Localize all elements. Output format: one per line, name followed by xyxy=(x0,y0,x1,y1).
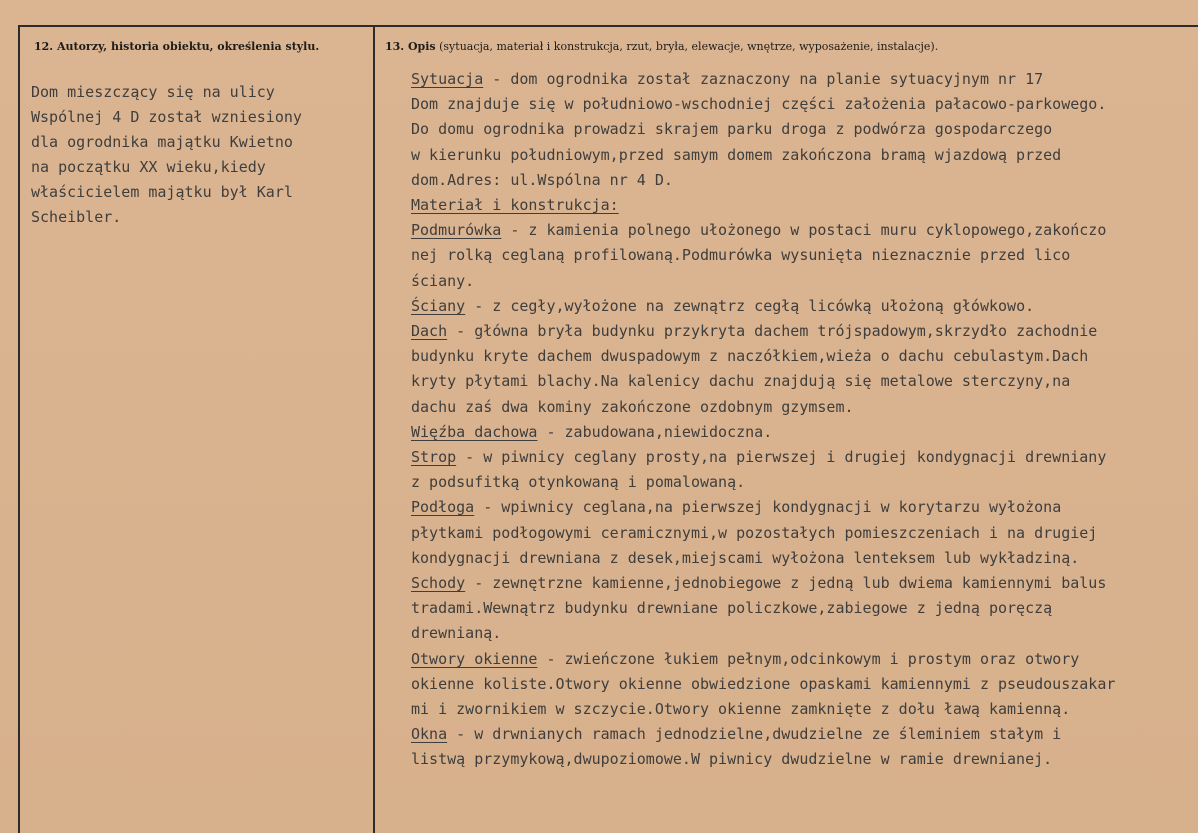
description-line xyxy=(411,269,1198,294)
history-line: Scheibler. xyxy=(31,208,122,226)
description-line xyxy=(411,243,1198,268)
section-text: - z cegły,wyłożone na zewnątrz cegłą licówką ułożoną główkowo. xyxy=(465,296,1035,315)
field-13-number: 13. Opis xyxy=(385,40,436,53)
section-term: Strop xyxy=(411,448,457,467)
section-text: kryty płytami blachy.Na kalenicy dachu znajdują się metalowe sterczyny,na xyxy=(411,372,1071,391)
section-term: Więźba dachowa xyxy=(411,422,538,441)
section-term: Ściany xyxy=(411,296,466,315)
description-line xyxy=(411,521,1198,546)
description-line xyxy=(411,218,1198,243)
section-text: z podsufitką otynkowaną i pomalowaną. xyxy=(411,473,746,492)
section-text: ściany. xyxy=(411,271,475,290)
section-text: okienne koliste.Otwory okienne obwiedzione opaskami kamiennymi z pseudouszakar xyxy=(411,674,1116,693)
description-line xyxy=(411,344,1198,369)
section-text: kondygnacji drewniana z desek,miejscami wyłożona lenteksem lub wykładziną. xyxy=(411,548,1080,567)
description-line xyxy=(411,722,1198,747)
section-term: Otwory okienne xyxy=(411,649,538,668)
section-text: - z kamienia polnego ułożonego w postaci muru cyklopowego,zakończo xyxy=(501,221,1107,240)
description-line xyxy=(411,647,1198,672)
column-divider xyxy=(373,25,375,833)
section-text: - zwieńczone łukiem pełnym,odcinkowym i prostym oraz otwory xyxy=(537,649,1080,668)
section-text: nej rolką ceglaną profilowaną.Podmurówka wysunięta nieznacznie przed lico xyxy=(411,246,1071,265)
description-line xyxy=(411,747,1198,772)
description-line xyxy=(411,495,1198,520)
description-line xyxy=(411,294,1198,319)
description-line xyxy=(411,92,1198,117)
section-text: - zabudowana,niewidoczna. xyxy=(537,422,773,441)
history-line: Wspólnej 4 D został wzniesiony xyxy=(31,108,302,126)
section-term: Materiał i konstrukcja: xyxy=(411,196,619,215)
section-text: - w drwnianych ramach jednodzielne,dwudzielne ze śleminiem stałym i xyxy=(447,725,1062,744)
section-term: Podłoga xyxy=(411,498,475,517)
description-line xyxy=(411,596,1198,621)
section-term: Dach xyxy=(411,322,448,341)
authors-history-text xyxy=(31,80,361,230)
description-line xyxy=(411,697,1198,722)
section-text: budynku kryte dachem dwuspadowym z naczółkiem,wieża o dachu cebulastym.Dach xyxy=(411,347,1089,366)
field-13-subtitle: (sytuacja, materiał i konstrukcja, rzut, bryła, elewacje, wnętrze, wyposażenie, instalacje). xyxy=(435,40,939,53)
section-term: Schody xyxy=(411,574,466,593)
section-text: mi i zwornikiem w szczycie.Otwory okienne zamknięte z dołu ławą kamienną. xyxy=(411,700,1071,719)
section-text: płytkami podłogowymi ceramicznymi,w pozostałych pomieszczeniach i na drugiej xyxy=(411,523,1098,542)
section-text: - główna bryła budynku przykryta dachem trójspadowym,skrzydło zachodnie xyxy=(447,322,1098,341)
description-line xyxy=(411,470,1198,495)
description-line xyxy=(411,143,1198,168)
field-13-header xyxy=(385,40,938,53)
section-text: tradami.Wewnątrz budynku drewniane policzkowe,zabiegowe z jedną poręczą xyxy=(411,599,1053,618)
section-text: listwą przymykową,dwupoziomowe.W piwnicy dwudzielne w ramie drewnianej. xyxy=(411,750,1053,769)
history-line: na początku XX wieku,kiedy xyxy=(31,158,266,176)
section-text: - w piwnicy ceglany prosty,na pierwszej i drugiej kondygnacji drewniany xyxy=(456,448,1107,467)
description-line xyxy=(411,546,1198,571)
history-line: właścicielem majątku był Karl xyxy=(31,183,293,201)
section-text: dom.Adres: ul.Wspólna nr 4 D. xyxy=(411,170,673,189)
description-line xyxy=(411,193,1198,218)
section-text: - wpiwnicy ceglana,na pierwszej kondygnacji w korytarzu wyłożona xyxy=(474,498,1062,517)
section-text: Do domu ogrodnika prowadzi skrajem parku droga z podwórza gospodarczego xyxy=(411,120,1053,139)
description-line xyxy=(411,672,1198,697)
section-term: Okna xyxy=(411,725,448,744)
section-text: w kierunku południowym,przed samym domem zakończona bramą wjazdową przed xyxy=(411,145,1062,164)
description-text xyxy=(411,67,1198,773)
history-line: dla ogrodnika majątku Kwietno xyxy=(31,133,293,151)
description-line xyxy=(411,445,1198,470)
field-12-header: 12. Autorzy, historia obiektu, określenia stylu. xyxy=(34,40,320,53)
section-text: - dom ogrodnika został zaznaczony na planie sytuacyjnym nr 17 xyxy=(483,70,1044,88)
description-line xyxy=(411,67,1198,92)
description-line xyxy=(411,319,1198,344)
section-term: Podmurówka xyxy=(411,221,502,240)
description-line xyxy=(411,395,1198,420)
description-line xyxy=(411,420,1198,445)
section-term: Sytuacja xyxy=(411,70,484,88)
history-line: Dom mieszczący się na ulicy xyxy=(31,83,275,101)
section-text: drewnianą. xyxy=(411,624,502,643)
section-text: dachu zaś dwa kominy zakończone ozdobnym gzymsem. xyxy=(411,397,854,416)
description-line xyxy=(411,117,1198,142)
description-line xyxy=(411,621,1198,646)
section-text: - zewnętrzne kamienne,jednobiegowe z jedną lub dwiema kamiennymi balus xyxy=(465,574,1107,593)
description-line xyxy=(411,168,1198,193)
description-line xyxy=(411,571,1198,596)
description-line xyxy=(411,369,1198,394)
section-text: Dom znajduje się w południowo-wschodniej części założenia pałacowo-parkowego. xyxy=(411,95,1107,114)
